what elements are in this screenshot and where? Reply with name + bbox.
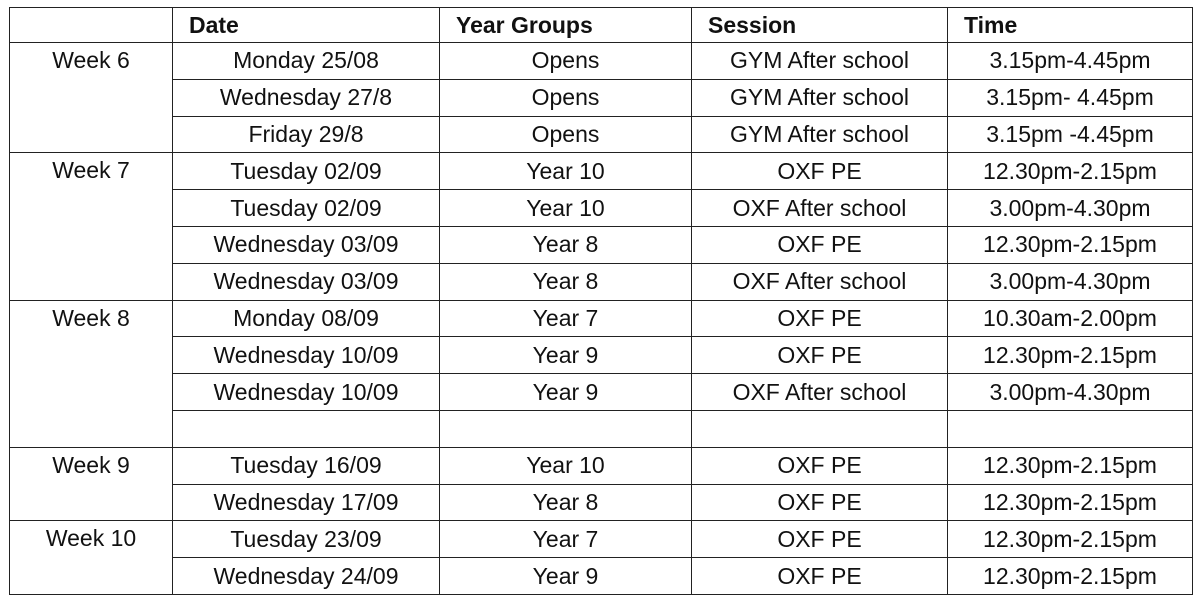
time-cell bbox=[948, 410, 1193, 447]
header-row bbox=[10, 8, 1193, 43]
date-cell: Wednesday 17/09 bbox=[173, 484, 440, 521]
schedule-table bbox=[9, 7, 1193, 595]
date-cell: Monday 25/08 bbox=[173, 43, 440, 80]
time-cell: 12.30pm-2.15pm bbox=[948, 521, 1193, 558]
session-cell: OXF After school bbox=[692, 374, 948, 411]
session-cell: OXF PE bbox=[692, 226, 948, 263]
year-group-cell: Opens bbox=[440, 43, 692, 80]
table-row bbox=[10, 484, 1193, 521]
header-year-groups: Year Groups bbox=[440, 8, 692, 43]
table-row bbox=[10, 374, 1193, 411]
year-group-cell: Year 10 bbox=[440, 153, 692, 190]
session-cell: OXF PE bbox=[692, 337, 948, 374]
date-cell: Tuesday 16/09 bbox=[173, 447, 440, 484]
table-row bbox=[10, 116, 1193, 153]
table-row bbox=[10, 521, 1193, 558]
date-cell: Tuesday 02/09 bbox=[173, 153, 440, 190]
time-cell: 12.30pm-2.15pm bbox=[948, 226, 1193, 263]
session-cell: OXF After school bbox=[692, 263, 948, 300]
session-cell: GYM After school bbox=[692, 43, 948, 80]
time-cell: 3.15pm -4.45pm bbox=[948, 116, 1193, 153]
session-cell: OXF PE bbox=[692, 153, 948, 190]
year-group-cell: Year 8 bbox=[440, 484, 692, 521]
table-row bbox=[10, 43, 1193, 80]
session-cell: OXF PE bbox=[692, 521, 948, 558]
week-label: Week 8 bbox=[10, 300, 173, 447]
date-cell: Monday 08/09 bbox=[173, 300, 440, 337]
table-row bbox=[10, 190, 1193, 227]
header-week bbox=[10, 8, 173, 43]
table-row bbox=[10, 410, 1193, 447]
date-cell: Wednesday 03/09 bbox=[173, 263, 440, 300]
time-cell: 10.30am-2.00pm bbox=[948, 300, 1193, 337]
year-group-cell: Opens bbox=[440, 116, 692, 153]
table-row bbox=[10, 153, 1193, 190]
session-cell: OXF PE bbox=[692, 484, 948, 521]
table-row bbox=[10, 79, 1193, 116]
table-row bbox=[10, 337, 1193, 374]
table-row bbox=[10, 300, 1193, 337]
year-group-cell: Year 9 bbox=[440, 337, 692, 374]
session-cell: OXF PE bbox=[692, 447, 948, 484]
year-group-cell: Year 8 bbox=[440, 226, 692, 263]
year-group-cell: Year 9 bbox=[440, 558, 692, 595]
session-cell: OXF PE bbox=[692, 300, 948, 337]
session-cell: OXF After school bbox=[692, 190, 948, 227]
year-group-cell: Year 8 bbox=[440, 263, 692, 300]
time-cell: 12.30pm-2.15pm bbox=[948, 337, 1193, 374]
table-header bbox=[10, 8, 1193, 43]
session-cell: GYM After school bbox=[692, 79, 948, 116]
time-cell: 3.00pm-4.30pm bbox=[948, 263, 1193, 300]
table-body bbox=[10, 43, 1193, 595]
time-cell: 12.30pm-2.15pm bbox=[948, 558, 1193, 595]
week-label: Week 6 bbox=[10, 43, 173, 153]
date-cell: Tuesday 02/09 bbox=[173, 190, 440, 227]
year-group-cell: Year 10 bbox=[440, 190, 692, 227]
table-row bbox=[10, 263, 1193, 300]
session-cell bbox=[692, 410, 948, 447]
week-label: Week 10 bbox=[10, 521, 173, 595]
date-cell: Wednesday 27/8 bbox=[173, 79, 440, 116]
week-label: Week 7 bbox=[10, 153, 173, 300]
time-cell: 12.30pm-2.15pm bbox=[948, 447, 1193, 484]
time-cell: 3.15pm- 4.45pm bbox=[948, 79, 1193, 116]
date-cell: Wednesday 10/09 bbox=[173, 337, 440, 374]
table-row bbox=[10, 226, 1193, 263]
time-cell: 12.30pm-2.15pm bbox=[948, 484, 1193, 521]
date-cell: Friday 29/8 bbox=[173, 116, 440, 153]
date-cell: Wednesday 24/09 bbox=[173, 558, 440, 595]
date-cell: Wednesday 10/09 bbox=[173, 374, 440, 411]
year-group-cell: Year 7 bbox=[440, 521, 692, 558]
year-group-cell: Year 10 bbox=[440, 447, 692, 484]
time-cell: 3.00pm-4.30pm bbox=[948, 190, 1193, 227]
year-group-cell bbox=[440, 410, 692, 447]
header-session: Session bbox=[692, 8, 948, 43]
session-cell: OXF PE bbox=[692, 558, 948, 595]
date-cell bbox=[173, 410, 440, 447]
time-cell: 3.00pm-4.30pm bbox=[948, 374, 1193, 411]
time-cell: 3.15pm-4.45pm bbox=[948, 43, 1193, 80]
time-cell: 12.30pm-2.15pm bbox=[948, 153, 1193, 190]
year-group-cell: Year 7 bbox=[440, 300, 692, 337]
header-time: Time bbox=[948, 8, 1193, 43]
header-date: Date bbox=[173, 8, 440, 43]
year-group-cell: Opens bbox=[440, 79, 692, 116]
session-cell: GYM After school bbox=[692, 116, 948, 153]
date-cell: Wednesday 03/09 bbox=[173, 226, 440, 263]
week-label: Week 9 bbox=[10, 447, 173, 521]
date-cell: Tuesday 23/09 bbox=[173, 521, 440, 558]
table-row bbox=[10, 447, 1193, 484]
table-row bbox=[10, 558, 1193, 595]
year-group-cell: Year 9 bbox=[440, 374, 692, 411]
